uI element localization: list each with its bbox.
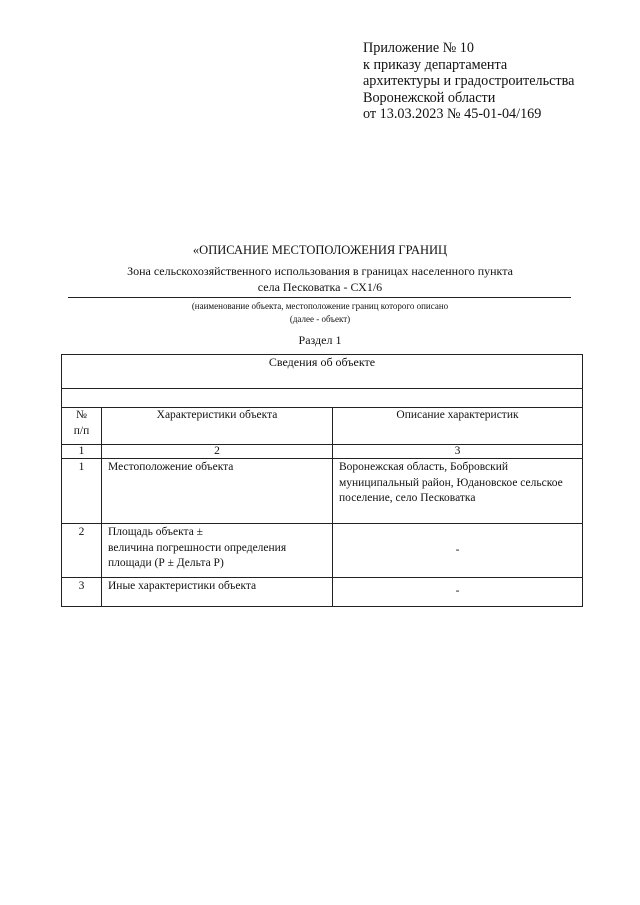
row-characteristic: Местоположение объекта — [102, 459, 333, 524]
caption-line: (далее - объект) — [289, 313, 351, 324]
object-name-line: Зона сельскохозяйственного использования в границах населенного пункта — [127, 264, 513, 278]
object-info-table — [61, 354, 583, 607]
header-number-line: п/п — [73, 424, 90, 437]
appendix-line: Воронежской области — [363, 89, 496, 106]
appendix-block — [363, 40, 633, 123]
table-index-row — [62, 445, 583, 459]
row-description: - — [333, 578, 583, 607]
row-number: 3 — [62, 578, 102, 607]
appendix-line: от 13.03.2023 № 45-01-04/169 — [363, 106, 542, 123]
blank-cell — [62, 389, 583, 408]
index-cell: 2 — [102, 445, 333, 459]
table-row — [62, 578, 583, 607]
header-number — [62, 408, 102, 445]
appendix-line: архитектуры и градостроительства — [363, 73, 575, 90]
index-cell: 1 — [62, 445, 102, 459]
table-row — [62, 459, 583, 524]
caption-line: (наименование объекта, местоположение границ которого описано — [191, 301, 449, 311]
appendix-line: к приказу департамента — [363, 56, 508, 73]
table-blank-row — [62, 389, 583, 408]
document-title: «ОПИСАНИЕ МЕСТОПОЛОЖЕНИЯ ГРАНИЦ — [192, 243, 448, 257]
object-caption — [60, 300, 580, 325]
row-characteristic: Иные характеристики объекта — [102, 578, 333, 607]
underline-divider — [68, 297, 571, 298]
table-row — [62, 524, 583, 578]
index-cell: 3 — [333, 445, 583, 459]
row-number: 2 — [62, 524, 102, 578]
characteristic-line: Площадь объекта ± — [108, 526, 203, 538]
row-number: 1 — [62, 459, 102, 524]
row-characteristic — [102, 524, 333, 578]
table-header-row — [62, 408, 583, 445]
header-description: Описание характеристик — [333, 408, 583, 445]
header-number-line: № — [76, 409, 87, 421]
table-heading: Сведения об объекте — [62, 355, 583, 389]
object-name — [60, 264, 580, 295]
row-description: - — [333, 524, 583, 578]
characteristic-line: площади (Р ± Дельта Р) — [108, 557, 224, 569]
appendix-line: Приложение № 10 — [363, 40, 474, 56]
section-label: Раздел 1 — [298, 333, 342, 347]
object-name-line: села Песковатка - СХ1/6 — [257, 279, 383, 294]
header-characteristics: Характеристики объекта — [102, 408, 333, 445]
row-description: Воронежская область, Бобровский муниципальный район, Юдановское сельское поселение, село Песковатка — [333, 459, 583, 524]
table-heading-row — [62, 355, 583, 389]
characteristic-line: величина погрешности определения — [108, 541, 287, 554]
